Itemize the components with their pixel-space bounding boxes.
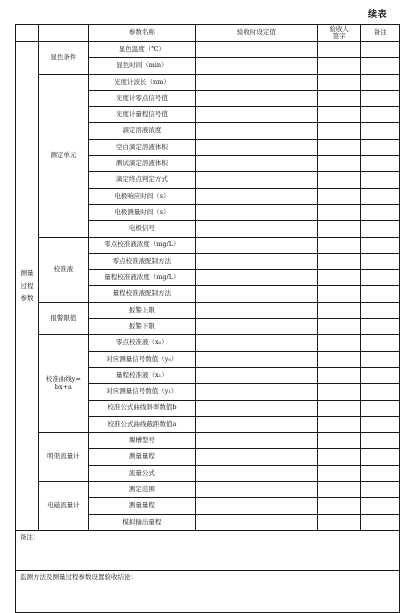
signer-cell[interactable] <box>317 253 361 269</box>
conclusion-cell[interactable]: 监测方法及测量过程参数设置验收结论： <box>16 570 400 612</box>
signer-cell[interactable] <box>317 188 361 204</box>
signer-cell[interactable] <box>317 90 361 106</box>
signer-cell[interactable] <box>317 58 361 74</box>
signer-cell[interactable] <box>317 156 361 172</box>
param-name-cell: 零点校准液（x₀） <box>88 335 195 351</box>
signer-cell[interactable] <box>317 139 361 155</box>
remark-cell[interactable] <box>361 42 400 58</box>
param-name-cell: 零点校准液浓度（mg/L） <box>88 237 195 253</box>
setting-value-cell[interactable] <box>196 172 318 188</box>
signer-cell[interactable] <box>317 237 361 253</box>
header-blank-cell <box>16 25 39 42</box>
setting-value-cell[interactable] <box>196 367 318 383</box>
header-setting-value: 验收时设定值 <box>196 25 318 42</box>
remark-cell[interactable] <box>361 237 400 253</box>
remark-cell[interactable] <box>361 74 400 90</box>
header-remark: 备注 <box>361 25 400 42</box>
signer-cell[interactable] <box>317 286 361 302</box>
setting-value-cell[interactable] <box>196 90 318 106</box>
remark-cell[interactable] <box>361 416 400 432</box>
signer-cell[interactable] <box>317 172 361 188</box>
table-row <box>16 482 400 498</box>
setting-value-cell[interactable] <box>196 270 318 286</box>
acceptance-parameter-table <box>15 24 400 613</box>
param-name-cell: 光度计波长（nm） <box>88 74 195 90</box>
header-row <box>16 25 400 42</box>
category-label-line: bx+a <box>54 382 72 391</box>
param-name-cell: 测量量程 <box>88 449 195 465</box>
header-signer-line: 签字 <box>332 32 346 40</box>
param-name-cell: 对应测量信号数值（y₀） <box>88 351 195 367</box>
remark-cell[interactable] <box>361 204 400 220</box>
remark-cell[interactable] <box>361 302 400 318</box>
signer-cell[interactable] <box>317 367 361 383</box>
table-row <box>16 335 400 351</box>
setting-value-cell[interactable] <box>196 139 318 155</box>
param-name-cell: 量程校准液配制方法 <box>88 286 195 302</box>
signer-cell[interactable] <box>317 335 361 351</box>
remark-cell[interactable] <box>361 286 400 302</box>
signer-cell[interactable] <box>317 42 361 58</box>
remark-cell[interactable] <box>361 367 400 383</box>
setting-value-cell[interactable] <box>196 74 318 90</box>
table-row <box>16 433 400 449</box>
category-label: 校准液 <box>38 237 88 302</box>
param-name-cell: 校准公式曲线截距数值a <box>88 416 195 432</box>
remark-cell[interactable] <box>361 172 400 188</box>
remark-cell[interactable] <box>361 253 400 269</box>
remark-cell[interactable] <box>361 433 400 449</box>
setting-value-cell[interactable] <box>196 156 318 172</box>
remark-cell[interactable] <box>361 156 400 172</box>
signer-cell[interactable] <box>317 123 361 139</box>
signer-cell[interactable] <box>317 221 361 237</box>
setting-value-cell[interactable] <box>196 416 318 432</box>
signer-cell[interactable] <box>317 449 361 465</box>
remark-cell[interactable] <box>361 90 400 106</box>
signer-cell[interactable] <box>317 465 361 481</box>
remark-cell[interactable] <box>361 400 400 416</box>
header-blank-cell <box>38 25 88 42</box>
setting-value-cell[interactable] <box>196 237 318 253</box>
setting-value-cell[interactable] <box>196 384 318 400</box>
remark-cell[interactable] <box>361 107 400 123</box>
signer-cell[interactable] <box>317 302 361 318</box>
remark-cell[interactable] <box>361 319 400 335</box>
setting-value-cell[interactable] <box>196 204 318 220</box>
remark-cell[interactable] <box>361 498 400 514</box>
param-name-cell: 量程校准液浓度（mg/L） <box>88 270 195 286</box>
setting-value-cell[interactable] <box>196 465 318 481</box>
param-name-cell: 光度计量程信号值 <box>88 107 195 123</box>
signer-cell[interactable] <box>317 270 361 286</box>
setting-value-cell[interactable] <box>196 351 318 367</box>
param-name-cell: 电极测量时间（s） <box>88 204 195 220</box>
signer-cell[interactable] <box>317 400 361 416</box>
remark-cell[interactable] <box>361 384 400 400</box>
param-name-cell: 电极信号 <box>88 221 195 237</box>
signer-cell[interactable] <box>317 514 361 530</box>
category-label-line: 校准曲线y= <box>45 375 81 384</box>
signer-cell[interactable] <box>317 107 361 123</box>
param-name-cell: 光度计零点信号值 <box>88 90 195 106</box>
category-label <box>38 335 88 433</box>
param-name-cell: 堰槽型号 <box>88 433 195 449</box>
remark-cell[interactable] <box>361 188 400 204</box>
category-label: 测定单元 <box>38 74 88 237</box>
setting-value-cell[interactable] <box>196 319 318 335</box>
setting-value-cell[interactable] <box>196 253 318 269</box>
remark-cell[interactable] <box>361 123 400 139</box>
param-name-cell: 显色时间（min） <box>88 58 195 74</box>
remark-cell[interactable] <box>361 221 400 237</box>
param-name-cell: 滴定溶液浓度 <box>88 123 195 139</box>
category-label: 明渠流量计 <box>38 433 88 482</box>
signer-cell[interactable] <box>317 482 361 498</box>
signer-cell[interactable] <box>317 498 361 514</box>
signer-cell[interactable] <box>317 433 361 449</box>
param-name-cell: 空白滴定溶液体积 <box>88 139 195 155</box>
setting-value-cell[interactable] <box>196 107 318 123</box>
signer-cell[interactable] <box>317 204 361 220</box>
table-row <box>16 74 400 90</box>
remark-cell[interactable] <box>361 335 400 351</box>
param-name-cell: 报警上限 <box>88 302 195 318</box>
param-name-cell: 测定范围 <box>88 482 195 498</box>
setting-value-cell[interactable] <box>196 123 318 139</box>
param-name-cell: 测试滴定溶液体积 <box>88 156 195 172</box>
param-name-cell: 电极响应时间（s） <box>88 188 195 204</box>
remark-cell[interactable] <box>361 270 400 286</box>
param-name-cell: 模拟输出量程 <box>88 514 195 530</box>
remarks-row <box>16 530 400 570</box>
param-name-cell: 零点校准液配制方法 <box>88 253 195 269</box>
header-signer-line: 验收人 <box>329 24 349 33</box>
setting-value-cell[interactable] <box>196 286 318 302</box>
remark-cell[interactable] <box>361 465 400 481</box>
setting-value-cell[interactable] <box>196 449 318 465</box>
remark-cell[interactable] <box>361 482 400 498</box>
signer-cell[interactable] <box>317 74 361 90</box>
header-signer <box>317 25 361 42</box>
setting-value-cell[interactable] <box>196 498 318 514</box>
param-name-cell: 滴定终点判定方式 <box>88 172 195 188</box>
param-name-cell: 量程校准液（x₁） <box>88 367 195 383</box>
main-group-label-line: 测量 <box>20 269 34 278</box>
param-name-cell: 流量公式 <box>88 465 195 481</box>
main-group-label <box>16 42 39 531</box>
remark-cell[interactable] <box>361 58 400 74</box>
category-label: 显色条件 <box>38 42 88 75</box>
param-name-cell: 校准公式曲线斜率数值b <box>88 400 195 416</box>
table-row <box>16 237 400 253</box>
remark-cell[interactable] <box>361 449 400 465</box>
main-group-label-line: 过程 <box>20 281 34 290</box>
main-group-label-line: 参数 <box>20 294 34 303</box>
setting-value-cell[interactable] <box>196 302 318 318</box>
setting-value-cell[interactable] <box>196 433 318 449</box>
remark-cell[interactable] <box>361 514 400 530</box>
setting-value-cell[interactable] <box>196 58 318 74</box>
remark-cell[interactable] <box>361 351 400 367</box>
signer-cell[interactable] <box>317 319 361 335</box>
table-row <box>16 42 400 58</box>
signer-cell[interactable] <box>317 384 361 400</box>
remark-cell[interactable] <box>361 139 400 155</box>
setting-value-cell[interactable] <box>196 42 318 58</box>
setting-value-cell[interactable] <box>196 221 318 237</box>
setting-value-cell[interactable] <box>196 514 318 530</box>
setting-value-cell[interactable] <box>196 482 318 498</box>
signer-cell[interactable] <box>317 351 361 367</box>
conclusion-row <box>16 570 400 612</box>
category-label: 报警限值 <box>38 302 88 335</box>
header-param-name: 参数名称 <box>88 25 195 42</box>
category-label: 电磁流量计 <box>38 482 88 531</box>
param-name-cell: 显色温度（℃） <box>88 42 195 58</box>
table-row <box>16 302 400 318</box>
continued-label: 续表 <box>368 10 388 20</box>
param-name-cell: 报警下限 <box>88 319 195 335</box>
remarks-cell[interactable]: 备注： <box>16 530 400 570</box>
param-name-cell: 测量量程 <box>88 498 195 514</box>
param-name-cell: 对应测量信号数值（y₁） <box>88 384 195 400</box>
signer-cell[interactable] <box>317 416 361 432</box>
setting-value-cell[interactable] <box>196 335 318 351</box>
setting-value-cell[interactable] <box>196 400 318 416</box>
setting-value-cell[interactable] <box>196 188 318 204</box>
